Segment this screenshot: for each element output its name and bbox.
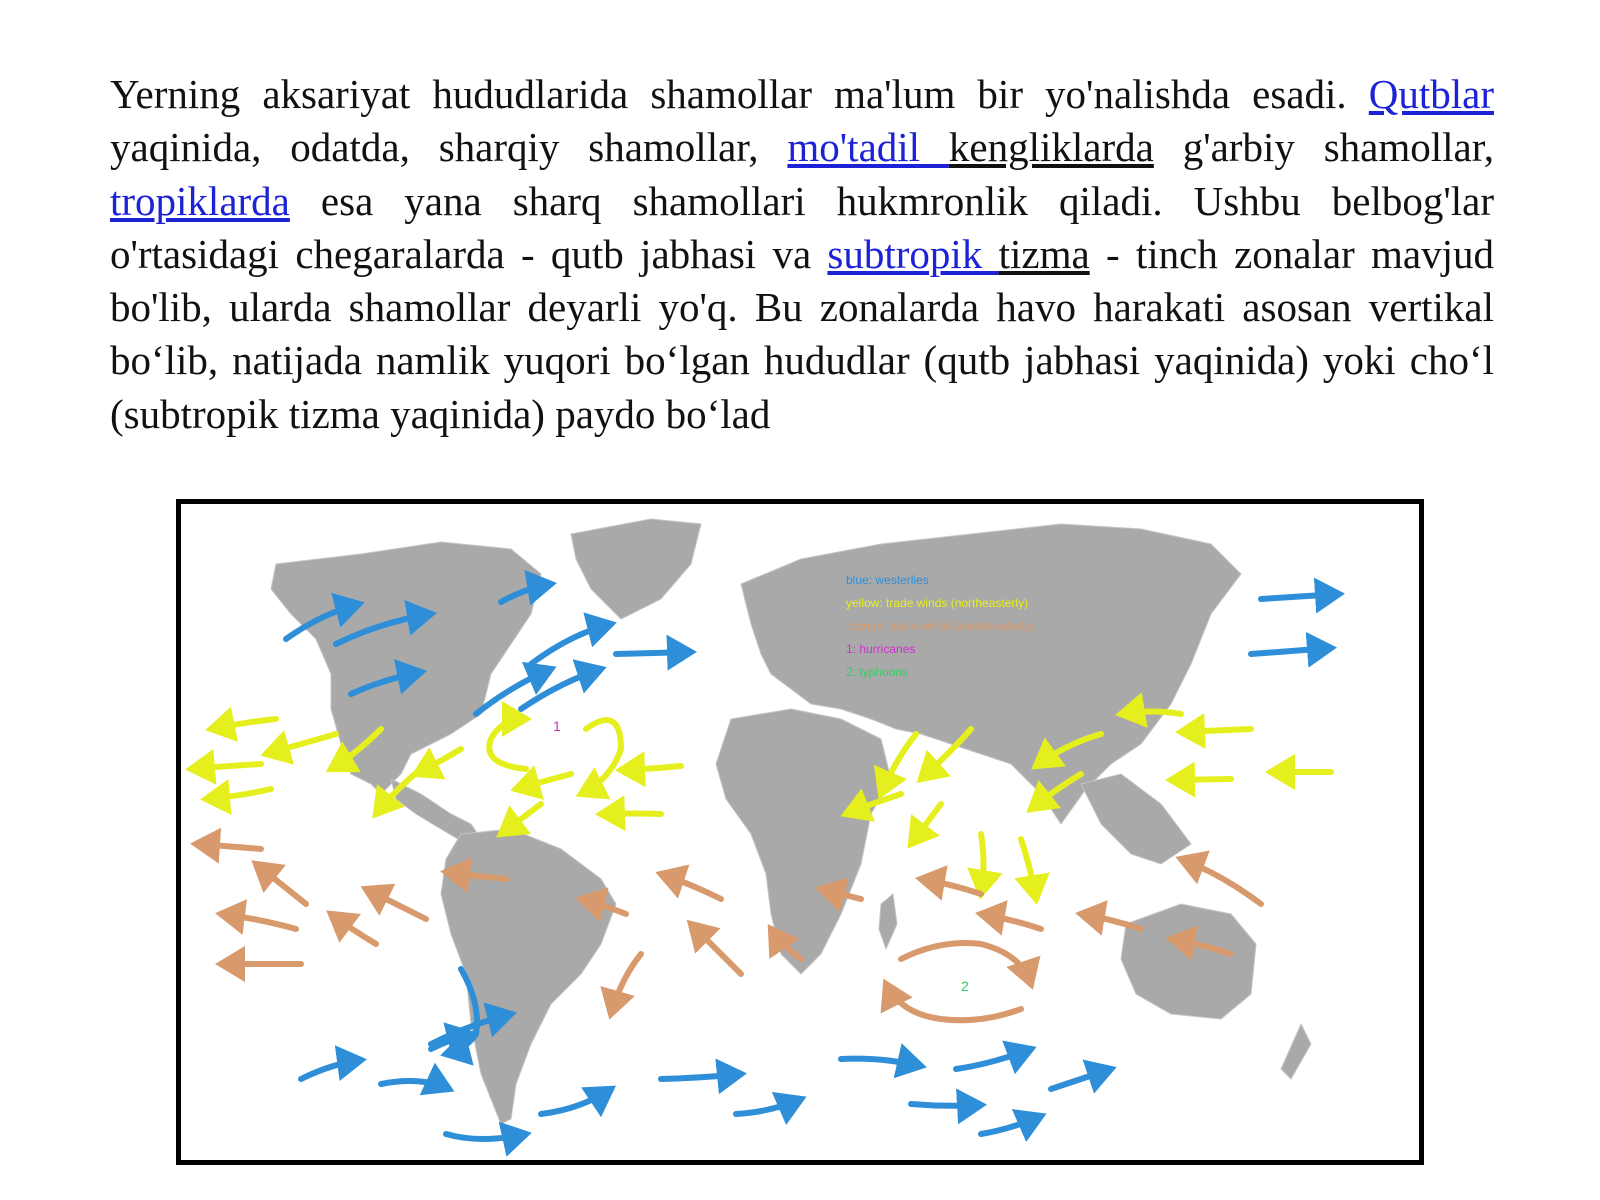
sentence-3: g'arbiy shamollar, [1153, 124, 1494, 171]
westerly-arrow [1251, 648, 1331, 654]
westerly-arrow [616, 652, 691, 654]
trade-arrow [516, 774, 571, 789]
trade-arrow [921, 879, 981, 894]
westerly-arrow [541, 1089, 611, 1114]
westerly-arrow [381, 1081, 449, 1089]
sentence-4: esa yana sharq shamollari hukmronlik qiladi. Ushbu belbog'lar o'rtasidagi chegaralarda - qutb jabhasi va [110, 177, 1494, 277]
trade-arrow [1121, 712, 1181, 715]
underlined-kengliklarda: kengliklarda [948, 124, 1154, 171]
westerly-arrow [956, 1049, 1031, 1069]
trade-arrow [601, 814, 661, 815]
link-tropiklarda[interactable]: tropiklarda [110, 177, 290, 224]
greenland-land [571, 519, 701, 619]
body-paragraph [110, 68, 1494, 441]
australia-land [1121, 904, 1256, 1019]
westerly-arrow [661, 1074, 741, 1079]
link-subtropik[interactable]: subtropik [827, 230, 999, 277]
link-qutblar[interactable]: Qutblar [1368, 71, 1495, 117]
trade-arrow [196, 844, 261, 849]
wind-map [181, 504, 1419, 1160]
trade-arrow [366, 889, 426, 919]
westerly-arrow [446, 1134, 526, 1139]
trade-arrow [621, 766, 681, 770]
trade-arrow [191, 764, 261, 769]
link-motadil[interactable]: mo'tadil [787, 124, 949, 171]
africa-land [716, 709, 891, 974]
trade-arrow [256, 864, 306, 904]
north-america-land [271, 542, 541, 794]
westerly-arrow [841, 1059, 921, 1066]
legend-typhoon: 2: typhoons [846, 665, 909, 679]
trade-arrow [266, 734, 336, 754]
westerly-arrow [1051, 1069, 1111, 1089]
trade-arrow [1171, 779, 1231, 780]
westerly-arrow [981, 1116, 1041, 1134]
trade-arrow [206, 789, 271, 799]
sentence-2: yaqinida, odatda, sharqiy shamollar, [110, 124, 788, 171]
trade-winds-se-arrows [196, 844, 1261, 1020]
westerly-arrow [736, 1099, 801, 1114]
westerly-arrow [911, 1104, 981, 1106]
westerly-arrow [301, 1060, 361, 1079]
trade-arrow [911, 804, 941, 844]
hurricane-loop [489, 719, 526, 769]
legend-trade-ne: yellow: trade winds (northeasterly) [846, 596, 1029, 610]
trade-arrow [1021, 839, 1036, 899]
hurricane-marker: 1 [553, 718, 561, 734]
trade-arrow [1181, 729, 1251, 732]
typhoon-loop [886, 984, 1021, 1020]
trade-arrow [611, 954, 641, 1014]
landmasses [271, 519, 1311, 1124]
sentence-1: Yerning aksariyat hududlarida shamollar ma'lum bir yo'nalishda esadi. [110, 71, 1347, 117]
typhoon-marker: 2 [961, 978, 969, 994]
southeast-asia-land [1081, 774, 1191, 864]
trade-arrow [211, 719, 276, 729]
trade-arrow [416, 749, 461, 774]
underlined-tizma: tizma [998, 230, 1090, 277]
legend-hurricane: 1: hurricanes [846, 642, 916, 656]
trade-arrow [501, 804, 541, 834]
trade-arrow [331, 914, 376, 944]
legend-trade-se: orange: trade winds (southeasterly) [846, 619, 1035, 633]
trade-arrow [691, 924, 741, 974]
trade-arrow [981, 834, 984, 894]
westerly-arrow [1261, 594, 1339, 599]
trade-arrow [221, 914, 296, 929]
legend-westerlies: blue: westerlies [846, 573, 929, 587]
sentence-5: - tinch zonalar mavjud bo'lib, ularda shamollar deyarli yo'q. Bu zonalarda havo harakati asosan vertikal bo‘lib, natijada namlik yuqori bo‘lgan hududlar (qutb jabhasi yaqinida) yoki cho‘l (subtropik tizma yaqinida) paydo bo‘lad [110, 230, 1494, 437]
trade-arrow [981, 914, 1041, 929]
wind-map-figure [176, 499, 1424, 1165]
trade-arrow [1181, 859, 1261, 904]
new-zealand-land [1281, 1024, 1311, 1079]
madagascar-land [879, 894, 897, 949]
hurricane-loop [581, 720, 621, 794]
westerly-arrow [531, 624, 611, 664]
trade-arrow [661, 874, 721, 899]
